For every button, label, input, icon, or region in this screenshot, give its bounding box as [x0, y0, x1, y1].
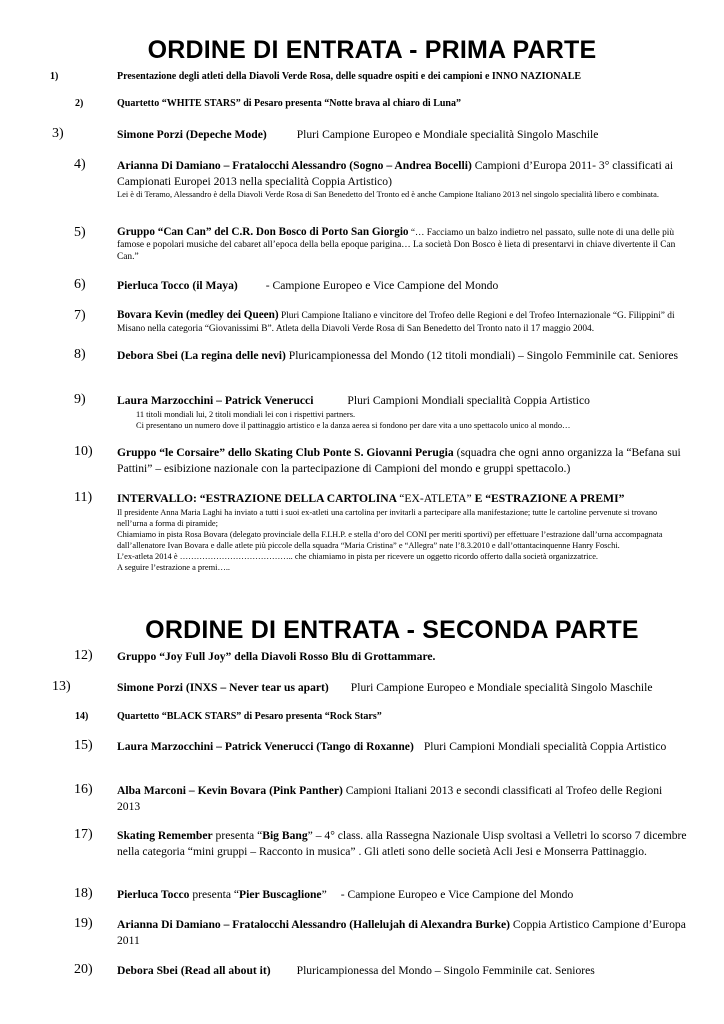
item-title: Gruppo “Can Can” del C.R. Don Bosco di Porto San Giorgio — [117, 226, 409, 238]
item-number: 7) — [74, 308, 86, 323]
item-title: Quartetto “WHITE STARS” di Pesaro presenta “Notte brava al chiaro di Luna” — [117, 98, 461, 109]
item-title: Debora Sbei (La regina delle nevi) — [117, 349, 286, 362]
item-description: Pluri Campione Europeo e Mondiale specialità Singolo Maschile — [296, 128, 599, 141]
item-description: Pluri Campione Italiano e vincitore del Trofeo delle Regioni e del Trofeo Internazionale “G. Filippini” di Misano nella categoria “Giovanissimi B”. Atleta della Diavoli Verde Rosa di San Benedetto del Tronto nato il 17 maggio 2004. — [117, 311, 675, 334]
item-title: E “ESTRAZIONE A PREMI” — [471, 492, 625, 505]
item-note: Il presidente Anna Maria Laghi ha inviato a tutti i suoi ex-atleti una cartolina per invitarli a partecipare alla manifestazione; tutte le cartoline pervenute si trovano nell’urna a forma di piramide; — [117, 507, 658, 528]
item-title: Arianna Di Damiano – Fratalocchi Alessandro (Hallelujah di Alexandra Burke) — [117, 918, 511, 931]
item-title: Big Bang — [262, 829, 308, 842]
item-title: Pier Buscaglione — [239, 888, 322, 901]
item-description: Pluri Campioni Mondiali specialità Coppia Artistico — [347, 394, 590, 407]
part2-title: ORDINE DI ENTRATA - SECONDA PARTE — [145, 616, 639, 644]
item-number: 8) — [74, 347, 86, 362]
item-description: Campioni Italiani 2013 e secondi classificati al Trofeo delle Regioni 2013 — [117, 784, 663, 813]
item-number: 14) — [75, 711, 89, 722]
item-title: Simone Porzi (Depeche Mode) — [117, 128, 267, 141]
item-title: Gruppo “le Corsaire” dello Skating Club Ponte S. Giovanni Perugia — [117, 446, 454, 459]
item-note: Ci presentano un numero dove il pattinaggio artistico e la danza aerea si fondono per dare vita a uno spettacolo unico al mondo… — [136, 420, 571, 430]
item-note: A seguire l’estrazione a premi….. — [117, 562, 231, 572]
item-number: 10) — [74, 444, 93, 459]
item-number: 18) — [74, 886, 93, 901]
item-number: 11) — [74, 490, 93, 505]
item-title: Skating Remember — [117, 829, 213, 842]
item-description: Coppia Artistico Campione d’Europa 2011 — [117, 918, 686, 947]
item-title: Presentazione degli atleti della Diavoli Verde Rosa, delle squadre ospiti e dei campioni e INNO NAZIONALE — [117, 71, 582, 82]
item-description: “EX-ATLETA” — [399, 492, 472, 505]
item-description: Pluri Campione Europeo e Mondiale specialità Singolo Maschile — [350, 681, 653, 694]
item-note: Lei è di Teramo, Alessandro è della Diavoli Verde Rosa di San Benedetto del Tronto ed è anche Campione Italiano 2013 nel singolo specialità libero e combinata. — [117, 190, 659, 199]
item-note: L’ex-atleta 2014 è ………………………………….. che chiamiamo in pista per ricevere un oggetto ricordo offerto dalla società organizzatrice. — [117, 551, 599, 561]
item-description: Pluri Campioni Mondiali specialità Coppia Artistico — [423, 740, 667, 753]
item-title: Laura Marzocchini – Patrick Venerucci (Tango di Roxanne) — [117, 740, 414, 753]
item-number: 12) — [74, 648, 93, 663]
item-description: presenta “ — [189, 888, 240, 901]
item-number: 3) — [52, 126, 64, 141]
item-title: Alba Marconi – Kevin Bovara (Pink Panther) — [117, 784, 343, 797]
item-note: 11 titoli mondiali lui, 2 titoli mondiali lei con i rispettivi partners. — [136, 409, 356, 419]
item-number: 1) — [50, 71, 59, 82]
item-description: ” — [321, 888, 327, 901]
item-description: presenta “ — [212, 829, 263, 842]
item-title: Quartetto “BLACK STARS” di Pesaro presenta “Rock Stars” — [117, 711, 382, 722]
part1-title: ORDINE DI ENTRATA - PRIMA PARTE — [147, 36, 597, 64]
item-number: 20) — [74, 962, 93, 977]
item-description: “… Facciamo un balzo indietro nel passato, sulle note di una delle più famose e popolari musiche del cabaret all’epoca della bella epoque parigina… La società Don Bosco è lieta di presentarvi in chiave divertente il Can Can.” — [117, 228, 676, 262]
item-number: 15) — [74, 738, 93, 753]
item-description: - Campione Europeo e Vice Campione del Mondo — [340, 888, 574, 901]
item-title: Debora Sbei (Read all about it) — [117, 964, 271, 977]
item-description: (squadra che ogni anno organizza la “Befana sui Pattini” – esibizione nazionale con la partecipazione di Campioni del mondo e gruppi spettacolo.) — [117, 446, 681, 475]
item-description: ” – 4° class. alla Rassegna Nazionale Uisp svoltasi a Velletri lo scorso 7 dicembre nella categoria “mini gruppi – Racconto in musica” . Gli atleti sono delle società Acli Jesi e Monserra Pattinaggio. — [117, 829, 687, 858]
item-note: Chiamiamo in pista Rosa Bovara (delegato provinciale della F.I.H.P. e stella d’oro del CONI per meriti sportivi) per effettuare l’estrazione dall’urna accompagnata dall’allenatore Ivan Bovara e dalle atlete più piccole della squadra “Maria Cristina” e “Allegra” nate l’8.3.2010 e dall’ottantacinquenne Hanry Foschi. — [117, 529, 663, 550]
item-number: 5) — [74, 225, 86, 240]
item-number: 13) — [52, 679, 71, 694]
item-title: Pierluca Tocco (il Maya) — [117, 279, 238, 292]
item-number: 9) — [74, 392, 86, 407]
item-title: Gruppo “Joy Full Joy” della Diavoli Rosso Blu di Grottammare. — [117, 650, 436, 663]
item-number: 19) — [74, 916, 93, 931]
item-number: 17) — [74, 827, 93, 842]
item-title: Laura Marzocchini – Patrick Venerucci — [117, 394, 314, 407]
item-title: Arianna Di Damiano – Fratalocchi Alessandro (Sogno – Andrea Bocelli) — [117, 159, 472, 172]
item-description: Pluricampionessa del Mondo – Singolo Femminile cat. Seniores — [296, 964, 595, 977]
item-number: 2) — [75, 98, 84, 109]
item-description: Pluricampionessa del Mondo (12 titoli mondiali) – Singolo Femminile cat. Seniores — [285, 349, 679, 362]
item-number: 4) — [74, 157, 86, 172]
item-title: Bovara Kevin (medley dei Queen) — [117, 309, 279, 321]
item-description: Campioni d’Europa 2011- 3° classificati ai Campionati Europei 2013 nella specialità Coppia Artistico) — [117, 159, 674, 188]
item-description: - Campione Europeo e Vice Campione del Mondo — [265, 279, 499, 292]
item-number: 6) — [74, 277, 86, 292]
item-number: 16) — [74, 782, 93, 797]
item-title: Simone Porzi (INXS – Never tear us apart) — [117, 681, 329, 694]
item-title: INTERVALLO: “ESTRAZIONE DELLA CARTOLINA — [117, 492, 400, 505]
item-title: Pierluca Tocco — [117, 888, 190, 901]
